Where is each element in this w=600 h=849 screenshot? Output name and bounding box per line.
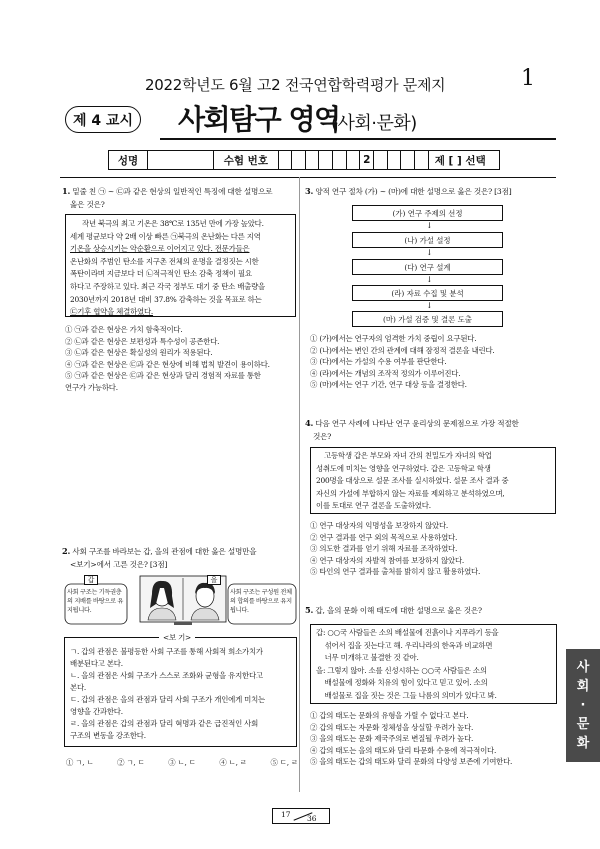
flow-step: (가) 연구 주제의 선정	[352, 205, 503, 221]
question-1-passage	[65, 214, 296, 317]
side-tab-char: 문	[576, 717, 590, 732]
choice[interactable]: ① ㉠과 같은 현상은 가치 함축적이다.	[65, 325, 183, 334]
exam-no-cell[interactable]	[306, 151, 320, 169]
choice[interactable]: ① ㄱ, ㄴ	[66, 758, 94, 767]
choice[interactable]: ④ 연구 대상자의 자발적 참여를 보장하지 않았다.	[310, 555, 465, 565]
side-tab-char: 화	[576, 736, 590, 751]
question-4-choices	[310, 520, 558, 578]
passage-line: 기온을 상승시키는 악순환으로 이어지고 있다. 전문가들은	[70, 244, 250, 254]
name-field[interactable]	[148, 151, 214, 169]
passage-line: 작년 북극의 최고 기온은 38℃로 135년 만에 가장 높았다.	[82, 219, 264, 228]
question-number: 1.	[62, 186, 71, 196]
choice[interactable]: ③ ㉡과 같은 현상은 확실성의 원리가 적용된다.	[65, 348, 213, 358]
question-number: 4.	[305, 418, 314, 428]
exam-no-cell[interactable]	[333, 151, 347, 169]
bogi-item: ㄷ. 갑의 관점은 을의 관점과 달리 사회 구조가 개인에게 미치는	[70, 695, 265, 704]
flow-arrow: ↓	[426, 275, 433, 284]
passage-line: 온난화의 주범인 탄소를 지구촌 전체의 운명을 결정짓는 시한	[70, 256, 259, 266]
choice[interactable]: ④ ㄴ, ㄹ	[219, 758, 247, 767]
side-tab-char: 사	[576, 660, 590, 675]
choice[interactable]: ② (나)에서는 변인 간의 관계에 대해 잠정적 결론을 내린다.	[310, 345, 495, 355]
exam-no-cell[interactable]	[347, 151, 361, 169]
question-4-passage	[310, 447, 556, 514]
title-rule	[160, 138, 556, 140]
current-page: 17	[281, 810, 291, 819]
dialogue-line: 을: 그렇지 않아. 소를 신성시하는 ○○국 사람들은 소의	[316, 665, 487, 675]
choice[interactable]: ⑤ ㄷ, ㄹ	[270, 758, 298, 767]
question-2-bogi	[64, 633, 297, 747]
exam-no-label: 수험 번호	[214, 151, 278, 169]
side-tab-char: ·	[580, 698, 586, 713]
person-a-label: 갑	[84, 575, 98, 585]
passage-line: 2030년까지 2018년 대비 37.8% 감축하는 것을 목표로 하는	[70, 294, 262, 304]
exam-no-cell[interactable]	[292, 151, 306, 169]
top-rule	[60, 177, 556, 178]
question-2-choices	[66, 757, 298, 769]
dialogue-line: 갑: ○○국 사람들은 소의 배설물에 진흙이나 지푸라기 등을	[316, 628, 499, 637]
bogi-item: ㄹ. 을의 관점은 갑의 관점과 달리 혁명과 같은 급진적인 사회	[70, 719, 259, 728]
question-3-stem	[305, 185, 560, 199]
exam-no-cell[interactable]	[319, 151, 333, 169]
choice[interactable]: ① 연구 대상자의 익명성을 보장하지 않았다.	[310, 521, 449, 530]
bogi-item: 구조의 변동을 강조한다.	[70, 731, 146, 740]
stem-line: 사회 구조를 바라보는 갑, 을의 관점에 대한 옳은 설명만을	[72, 547, 257, 556]
name-label: 성명	[109, 151, 148, 169]
subject-subtitle: (사회·문화)	[331, 113, 417, 134]
bogi-item: 배분된다고 본다.	[70, 659, 123, 668]
choice[interactable]: ③ ㄴ, ㄷ	[168, 758, 196, 767]
total-pages: 36	[307, 814, 317, 823]
stem-line: 양적 연구 절차 (가) ~ (마)에 대한 설명으로 옳은 것은? [3점]	[315, 187, 512, 196]
passage-line: 폭탄이라며 지금보다 더 ㉡적극적인 탄소 감축 정책이 필요	[70, 269, 252, 279]
stem-line: <보기>에서 고른 것은? [3점]	[70, 559, 168, 569]
flow-step: (다) 연구 설계	[352, 259, 503, 275]
choice[interactable]: ③ 의도한 결과를 얻기 위해 자료를 조작하였다.	[310, 544, 458, 554]
dialogue-line: 섞어서 집을 짓는다고 해. 우리나라의 한옥과 비교하면	[316, 640, 493, 650]
question-2-stem	[62, 545, 296, 571]
choice[interactable]: ② ㉡과 같은 현상은 보편성과 특수성이 공존한다.	[65, 336, 220, 346]
bubble-b-text: 사회 구조는 구성원 전체의 합의를 바탕으로 유지됩니다.	[230, 589, 292, 614]
passage-line: 200명을 대상으로 설문 조사를 실시하였다. 설문 조사 결과 중	[316, 476, 509, 486]
choice[interactable]: ④ ㉠과 같은 현상은 ㉢과 같은 현상에 비해 법칙 발견이 용이하다.	[65, 359, 270, 369]
question-5-passage	[310, 624, 557, 704]
stem-line: 밑줄 친 ㉠ ~ ㉢과 같은 현상의 일반적인 특징에 대한 설명으로	[72, 187, 273, 196]
flow-step: (라) 자료 수집 및 분석	[352, 285, 503, 301]
passage-line: 세계 평균보다 약 2배 이상 빠른 ㉠북극의 온난화는 다른 지역	[70, 231, 261, 241]
choice[interactable]: ⑤ (마)에서는 연구 기간, 연구 대상 등을 결정한다.	[310, 380, 467, 390]
question-1-choices	[65, 324, 298, 394]
choice[interactable]: ② 연구 결과를 연구 외의 목적으로 사용하였다.	[310, 532, 458, 542]
footer-page-indicator	[272, 808, 330, 824]
exam-no-digit: 2	[360, 151, 374, 169]
bogi-item: 영향을 간과한다.	[70, 707, 123, 716]
choice[interactable]: ② ㄱ, ㄷ	[117, 758, 145, 767]
dialogue-line: 너무 미개하고 불결한 것 같아.	[316, 653, 419, 663]
column-divider	[299, 177, 300, 792]
question-number: 3.	[305, 186, 314, 196]
flow-step: (마) 가설 검증 및 결론 도출	[352, 311, 503, 327]
question-number: 5.	[305, 605, 314, 615]
passage-line: ㉢기후 협약을 체결하였다.	[70, 307, 154, 317]
choice[interactable]: ① 갑의 태도는 문화의 유형을 가릴 수 없다고 본다.	[310, 711, 469, 720]
stem-line: 갑, 을의 문화 이해 태도에 대한 설명으로 옳은 것은?	[315, 606, 482, 615]
question-5-stem	[305, 604, 560, 618]
question-5-choices	[310, 710, 560, 768]
subject-title: 사회탐구 영역	[178, 103, 340, 136]
choice[interactable]: ① (가)에서는 연구자의 엄격한 가치 중립이 요구된다.	[310, 334, 477, 343]
selection-label: 제 [ ] 선택	[434, 154, 486, 167]
stem-line: 것은?	[313, 431, 332, 441]
exam-no-cell[interactable]	[388, 151, 402, 169]
info-row	[108, 150, 500, 170]
passage-line: 하다고 주장하고 있다. 최근 각국 정부도 대기 중 탄소 배출량을	[70, 281, 265, 291]
stem-line: 옳은 것은?	[70, 199, 105, 209]
choice[interactable]: ③ 을의 태도는 문화 제국주의로 변질될 우려가 높다.	[310, 734, 474, 744]
passage-line: 성취도에 미치는 영향을 연구하였다. 갑은 고등학교 학생	[316, 463, 491, 473]
flow-arrow: ↓	[426, 301, 433, 310]
exam-no-cell[interactable]	[415, 151, 429, 169]
choice[interactable]: ④ 갑의 태도는 을의 태도와 달리 타문화 수용에 적극적이다.	[310, 745, 497, 755]
choice[interactable]: 연구가 가능하다.	[65, 382, 118, 392]
stem-line: 다음 연구 사례에 나타난 연구 윤리상의 문제점으로 가장 적절한	[315, 419, 519, 428]
question-3-choices	[310, 333, 558, 391]
subject-side-tab	[566, 649, 600, 762]
bogi-item: ㄴ. 을의 관점은 사회 구조가 스스로 조화와 균형을 유지한다고	[70, 671, 263, 680]
flow-step: (나) 가설 설정	[352, 232, 503, 248]
choice[interactable]: ③ (다)에서는 가설의 수용 여부를 판단한다.	[310, 357, 447, 367]
choice[interactable]: ⑤ 타인의 연구 결과를 출처를 밝히지 않고 활용하였다.	[310, 567, 481, 577]
choice[interactable]: ② 갑의 태도는 자문화 정체성을 상실할 우려가 높다.	[310, 722, 474, 732]
choice[interactable]: ④ (라)에서는 개념의 조작적 정의가 이루어진다.	[310, 368, 461, 378]
bogi-item: 본다.	[70, 683, 87, 692]
flow-arrow: ↓	[426, 221, 433, 230]
side-tab-char: 회	[576, 679, 590, 694]
question-number: 2.	[62, 546, 71, 556]
passage-line: 고등학생 갑은 부모와 자녀 간의 친밀도가 자녀의 학업	[324, 451, 492, 460]
exam-no-cell[interactable]	[374, 151, 388, 169]
dialogue-line: 배설물에 정화와 치유의 힘이 있다고 믿고 있어. 소의	[316, 678, 488, 688]
bubble-a-text: 사회 구조는 기득권층의 지배를 바탕으로 유지됩니다.	[67, 589, 124, 614]
exam-no-cell[interactable]	[401, 151, 415, 169]
question-1-stem	[62, 185, 296, 211]
person-b-label: 을	[207, 575, 221, 585]
bogi-item: ㄱ. 갑의 관점은 불평등한 사회 구조를 통해 사회적 희소가치가	[70, 647, 263, 656]
period-badge: 제 4 교시	[65, 106, 141, 133]
choice[interactable]: ⑤ 을의 태도는 갑의 태도와 달리 문화의 다양성 보존에 기여한다.	[310, 757, 513, 767]
passage-line: 자신의 가설에 부합하지 않는 자료를 제외하고 분석하였으며,	[316, 488, 505, 498]
exam-title: 2022학년도 6월 고2 전국연합학력평가 문제지	[145, 76, 446, 94]
bogi-title: <보 기>	[159, 632, 195, 644]
flow-arrow: ↓	[426, 248, 433, 257]
page-number: 1	[521, 66, 535, 91]
exam-no-cell[interactable]	[279, 151, 293, 169]
question-4-stem	[305, 417, 560, 443]
dialogue-line: 배설물로 집을 짓는 것은 그들 나름의 의미가 있다고 봐.	[316, 690, 497, 700]
passage-line: 이를 토대로 연구 결론을 도출하였다.	[316, 501, 431, 511]
monitor-stand	[174, 622, 192, 625]
choice[interactable]: ⑤ ㉠과 같은 현상은 ㉢과 같은 현상과 달리 경험적 자료를 통한	[65, 371, 261, 381]
